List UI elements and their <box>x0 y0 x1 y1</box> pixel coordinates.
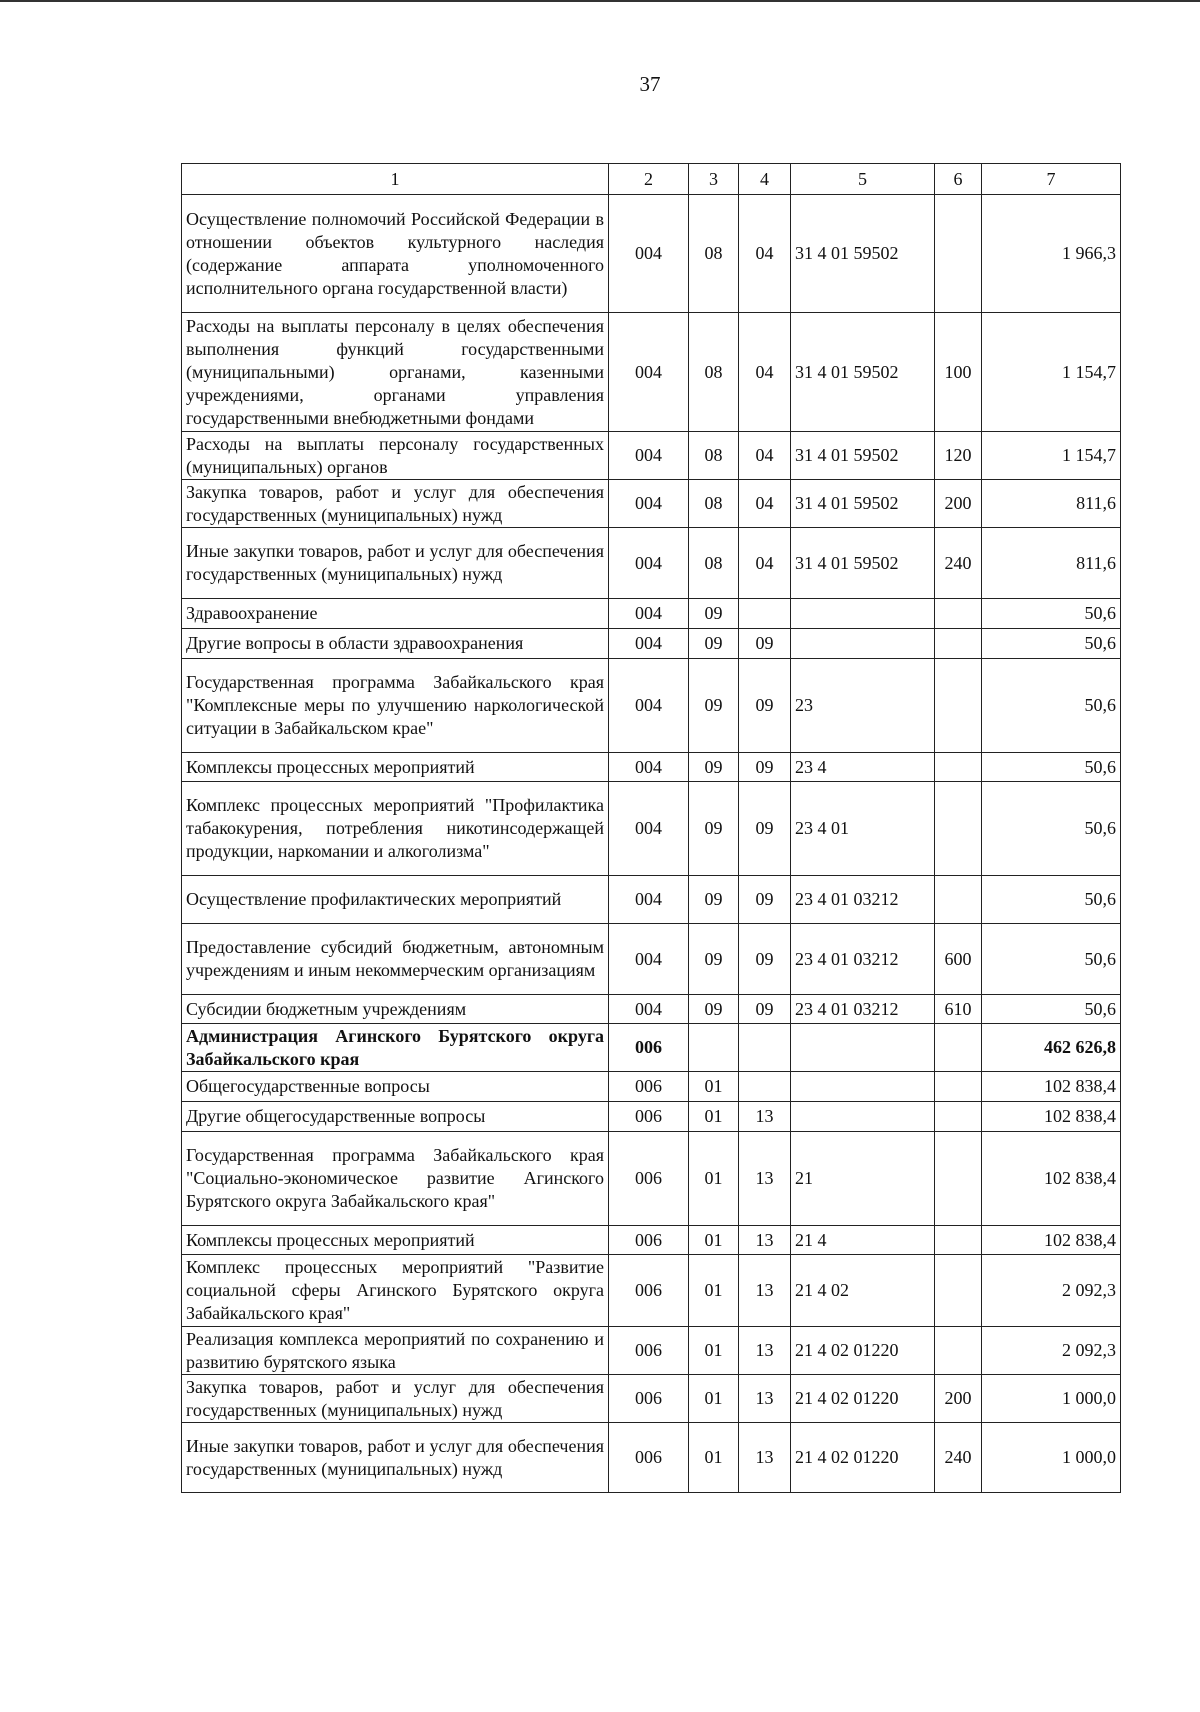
table-row <box>182 599 1121 629</box>
expense-type-cell <box>935 659 982 753</box>
section-code-cell: 09 <box>689 782 739 876</box>
ministry-code-cell: 004 <box>609 629 689 659</box>
row-name-cell: Государственная программа Забайкальского края "Социально-экономическое развитие Агинского Бурятского округа Забайкальского края" <box>182 1132 609 1226</box>
subsection-code-cell: 04 <box>739 528 791 599</box>
expense-type-cell <box>935 195 982 313</box>
expense-type-cell <box>935 1102 982 1132</box>
row-name-cell: Реализация комплекса мероприятий по сохранению и развитию бурятского языка <box>182 1327 609 1375</box>
ministry-code-cell: 006 <box>609 1132 689 1226</box>
expense-type-cell <box>935 1072 982 1102</box>
amount-cell: 50,6 <box>982 995 1121 1024</box>
section-code-cell: 09 <box>689 876 739 924</box>
amount-cell: 811,6 <box>982 480 1121 528</box>
table-row <box>182 995 1121 1024</box>
subsection-code-cell: 09 <box>739 659 791 753</box>
subsection-code-cell: 09 <box>739 924 791 995</box>
ministry-code-cell: 004 <box>609 995 689 1024</box>
row-name-cell: Предоставление субсидий бюджетным, автономным учреждениям и иным некоммерческим организациям <box>182 924 609 995</box>
column-header-3: 3 <box>689 164 739 195</box>
expense-type-cell <box>935 1255 982 1327</box>
row-name-cell: Общегосударственные вопросы <box>182 1072 609 1102</box>
section-code-cell: 01 <box>689 1102 739 1132</box>
expense-type-cell: 610 <box>935 995 982 1024</box>
amount-cell: 811,6 <box>982 528 1121 599</box>
target-article-cell: 23 4 <box>791 753 935 782</box>
column-header-2: 2 <box>609 164 689 195</box>
expense-type-cell: 240 <box>935 1423 982 1493</box>
ministry-code-cell: 006 <box>609 1423 689 1493</box>
subsection-code-cell: 09 <box>739 876 791 924</box>
table-row <box>182 1375 1121 1423</box>
expense-type-cell <box>935 876 982 924</box>
section-code-cell: 01 <box>689 1132 739 1226</box>
ministry-code-cell: 004 <box>609 480 689 528</box>
ministry-code-cell: 004 <box>609 599 689 629</box>
target-article-cell: 23 4 01 03212 <box>791 995 935 1024</box>
subsection-code-cell: 09 <box>739 629 791 659</box>
section-code-cell: 01 <box>689 1375 739 1423</box>
section-code-cell: 09 <box>689 599 739 629</box>
section-code-cell <box>689 1024 739 1072</box>
ministry-code-cell: 004 <box>609 528 689 599</box>
section-code-cell: 01 <box>689 1226 739 1255</box>
target-article-cell: 31 4 01 59502 <box>791 313 935 432</box>
column-header-4: 4 <box>739 164 791 195</box>
amount-cell: 1 966,3 <box>982 195 1121 313</box>
table-row <box>182 924 1121 995</box>
row-name-cell: Комплексы процессных мероприятий <box>182 753 609 782</box>
target-article-cell: 21 4 02 01220 <box>791 1423 935 1493</box>
expense-type-cell <box>935 599 982 629</box>
row-name-cell: Другие вопросы в области здравоохранения <box>182 629 609 659</box>
budget-table <box>181 163 1121 1493</box>
ministry-code-cell: 004 <box>609 659 689 753</box>
amount-cell: 50,6 <box>982 659 1121 753</box>
amount-cell: 102 838,4 <box>982 1132 1121 1226</box>
ministry-code-cell: 006 <box>609 1072 689 1102</box>
expense-type-cell: 240 <box>935 528 982 599</box>
expense-type-cell <box>935 1327 982 1375</box>
table-row <box>182 753 1121 782</box>
ministry-code-cell: 004 <box>609 876 689 924</box>
expense-type-cell <box>935 1132 982 1226</box>
target-article-cell: 23 4 01 03212 <box>791 924 935 995</box>
table-row <box>182 659 1121 753</box>
subsection-code-cell <box>739 1072 791 1102</box>
ministry-code-cell: 006 <box>609 1024 689 1072</box>
amount-cell: 102 838,4 <box>982 1102 1121 1132</box>
row-name-cell: Иные закупки товаров, работ и услуг для обеспечения государственных (муниципальных) нужд <box>182 1423 609 1493</box>
section-code-cell: 01 <box>689 1423 739 1493</box>
row-name-cell: Осуществление профилактических мероприятий <box>182 876 609 924</box>
target-article-cell: 21 <box>791 1132 935 1226</box>
ministry-code-cell: 004 <box>609 432 689 480</box>
ministry-code-cell: 004 <box>609 195 689 313</box>
target-article-cell <box>791 629 935 659</box>
ministry-code-cell: 006 <box>609 1327 689 1375</box>
target-article-cell: 23 <box>791 659 935 753</box>
row-name-cell: Иные закупки товаров, работ и услуг для обеспечения государственных (муниципальных) нужд <box>182 528 609 599</box>
section-code-cell: 09 <box>689 924 739 995</box>
table-row <box>182 876 1121 924</box>
column-number-header-row <box>182 164 1121 195</box>
subsection-code-cell: 13 <box>739 1375 791 1423</box>
row-name-cell: Администрация Агинского Бурятского округа Забайкальского края <box>182 1024 609 1072</box>
table-row <box>182 629 1121 659</box>
table-row <box>182 1102 1121 1132</box>
column-header-1: 1 <box>182 164 609 195</box>
ministry-code-cell: 006 <box>609 1375 689 1423</box>
expense-type-cell <box>935 1226 982 1255</box>
row-name-cell: Комплексы процессных мероприятий <box>182 1226 609 1255</box>
subsection-code-cell: 09 <box>739 753 791 782</box>
amount-cell: 102 838,4 <box>982 1072 1121 1102</box>
row-name-cell: Закупка товаров, работ и услуг для обеспечения государственных (муниципальных) нужд <box>182 1375 609 1423</box>
table-row <box>182 1327 1121 1375</box>
expense-type-cell <box>935 782 982 876</box>
section-code-cell: 08 <box>689 480 739 528</box>
row-name-cell: Комплекс процессных мероприятий "Профилактика табакокурения, потребления никотинсодержащей продукции, наркомании и алкоголизма" <box>182 782 609 876</box>
table-row <box>182 1255 1121 1327</box>
section-code-cell: 09 <box>689 629 739 659</box>
amount-cell: 2 092,3 <box>982 1327 1121 1375</box>
target-article-cell: 23 4 01 03212 <box>791 876 935 924</box>
table-row <box>182 1072 1121 1102</box>
amount-cell: 50,6 <box>982 924 1121 995</box>
expense-type-cell: 600 <box>935 924 982 995</box>
amount-cell: 50,6 <box>982 599 1121 629</box>
table-row <box>182 1132 1121 1226</box>
table-row <box>182 1226 1121 1255</box>
row-name-cell: Осуществление полномочий Российской Федерации в отношении объектов культурного наследия (содержание аппарата уполномоченного исполнительного органа государственной власти) <box>182 195 609 313</box>
row-name-cell: Закупка товаров, работ и услуг для обеспечения государственных (муниципальных) нужд <box>182 480 609 528</box>
row-name-cell: Расходы на выплаты персоналу государственных (муниципальных) органов <box>182 432 609 480</box>
section-code-cell: 08 <box>689 432 739 480</box>
table-row <box>182 1423 1121 1493</box>
row-name-cell: Субсидии бюджетным учреждениям <box>182 995 609 1024</box>
target-article-cell: 21 4 <box>791 1226 935 1255</box>
column-header-7: 7 <box>982 164 1121 195</box>
subsection-code-cell <box>739 1024 791 1072</box>
amount-cell: 1 154,7 <box>982 313 1121 432</box>
table-row <box>182 528 1121 599</box>
target-article-cell <box>791 1024 935 1072</box>
section-code-cell: 09 <box>689 753 739 782</box>
section-code-cell: 09 <box>689 995 739 1024</box>
amount-cell: 462 626,8 <box>982 1024 1121 1072</box>
table-row <box>182 782 1121 876</box>
amount-cell: 1 000,0 <box>982 1423 1121 1493</box>
amount-cell: 50,6 <box>982 876 1121 924</box>
section-code-cell: 08 <box>689 195 739 313</box>
top-border-line <box>0 0 1200 2</box>
ministry-code-cell: 004 <box>609 313 689 432</box>
expense-type-cell <box>935 753 982 782</box>
table-row <box>182 195 1121 313</box>
row-name-cell: Комплекс процессных мероприятий "Развитие социальной сферы Агинского Бурятского округа Забайкальского края" <box>182 1255 609 1327</box>
subsection-code-cell: 04 <box>739 480 791 528</box>
ministry-code-cell: 004 <box>609 753 689 782</box>
subsection-code-cell: 13 <box>739 1255 791 1327</box>
section-code-cell: 01 <box>689 1327 739 1375</box>
section-code-cell: 01 <box>689 1072 739 1102</box>
ministry-code-cell: 006 <box>609 1226 689 1255</box>
amount-cell: 102 838,4 <box>982 1226 1121 1255</box>
subsection-code-cell: 13 <box>739 1327 791 1375</box>
table-row <box>182 1024 1121 1072</box>
target-article-cell: 21 4 02 01220 <box>791 1327 935 1375</box>
row-name-cell: Здравоохранение <box>182 599 609 629</box>
column-header-5: 5 <box>791 164 935 195</box>
section-code-cell: 01 <box>689 1255 739 1327</box>
page-number: 37 <box>639 72 661 96</box>
target-article-cell <box>791 1072 935 1102</box>
subsection-code-cell: 09 <box>739 995 791 1024</box>
ministry-code-cell: 006 <box>609 1255 689 1327</box>
subsection-code-cell: 04 <box>739 195 791 313</box>
row-name-cell: Расходы на выплаты персоналу в целях обеспечения выполнения функций государственными (муниципальными) органами, казенными учреждениями, органами управления государственными внебюджетными фондами <box>182 313 609 432</box>
target-article-cell: 31 4 01 59502 <box>791 195 935 313</box>
target-article-cell: 21 4 02 01220 <box>791 1375 935 1423</box>
table-row <box>182 480 1121 528</box>
target-article-cell: 31 4 01 59502 <box>791 432 935 480</box>
subsection-code-cell: 13 <box>739 1423 791 1493</box>
amount-cell: 2 092,3 <box>982 1255 1121 1327</box>
amount-cell: 50,6 <box>982 753 1121 782</box>
amount-cell: 50,6 <box>982 629 1121 659</box>
target-article-cell <box>791 1102 935 1132</box>
target-article-cell: 31 4 01 59502 <box>791 480 935 528</box>
target-article-cell <box>791 599 935 629</box>
subsection-code-cell: 13 <box>739 1102 791 1132</box>
target-article-cell: 31 4 01 59502 <box>791 528 935 599</box>
subsection-code-cell: 13 <box>739 1132 791 1226</box>
column-header-6: 6 <box>935 164 982 195</box>
expense-type-cell <box>935 629 982 659</box>
amount-cell: 50,6 <box>982 782 1121 876</box>
subsection-code-cell: 04 <box>739 432 791 480</box>
row-name-cell: Другие общегосударственные вопросы <box>182 1102 609 1132</box>
expense-type-cell: 100 <box>935 313 982 432</box>
section-code-cell: 08 <box>689 313 739 432</box>
subsection-code-cell: 09 <box>739 782 791 876</box>
amount-cell: 1 000,0 <box>982 1375 1121 1423</box>
ministry-code-cell: 004 <box>609 924 689 995</box>
ministry-code-cell: 004 <box>609 782 689 876</box>
subsection-code-cell <box>739 599 791 629</box>
table-row <box>182 313 1121 432</box>
section-code-cell: 09 <box>689 659 739 753</box>
expense-type-cell: 120 <box>935 432 982 480</box>
expense-type-cell: 200 <box>935 1375 982 1423</box>
expense-type-cell <box>935 1024 982 1072</box>
section-code-cell: 08 <box>689 528 739 599</box>
subsection-code-cell: 13 <box>739 1226 791 1255</box>
target-article-cell: 21 4 02 <box>791 1255 935 1327</box>
ministry-code-cell: 006 <box>609 1102 689 1132</box>
expense-type-cell: 200 <box>935 480 982 528</box>
amount-cell: 1 154,7 <box>982 432 1121 480</box>
target-article-cell: 23 4 01 <box>791 782 935 876</box>
row-name-cell: Государственная программа Забайкальского края "Комплексные меры по улучшению наркологической ситуации в Забайкальском крае" <box>182 659 609 753</box>
table-row <box>182 432 1121 480</box>
subsection-code-cell: 04 <box>739 313 791 432</box>
